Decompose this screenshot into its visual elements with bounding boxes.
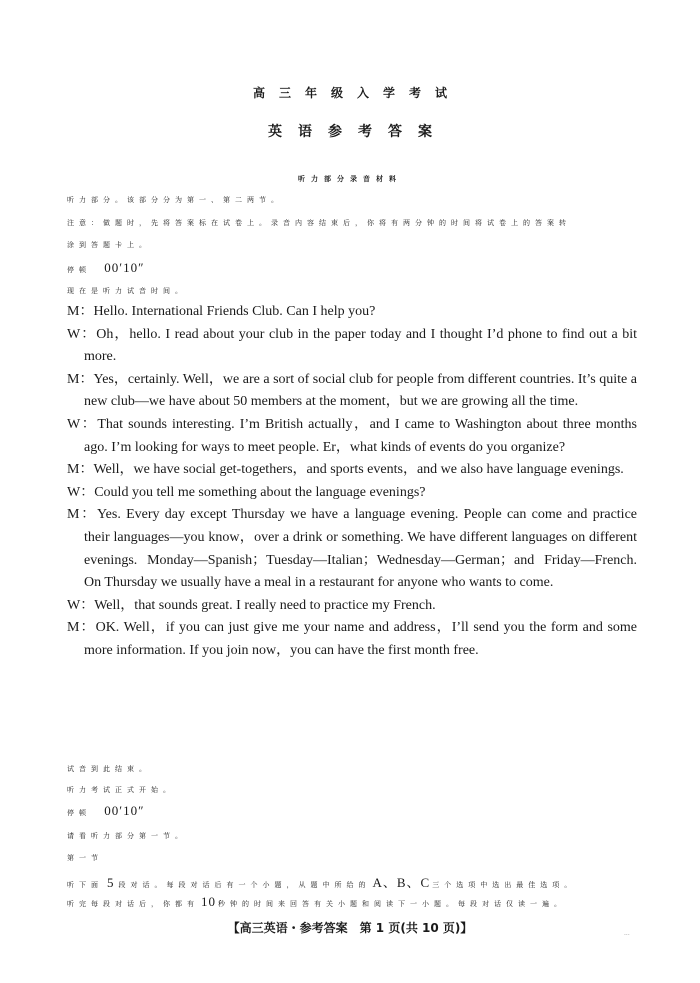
dialogue-turn: M：Well，we have social get-togethers，and sports events，and we also have language evenings. <box>67 462 624 478</box>
pause-time: 00′10″ <box>104 803 145 818</box>
instruction-line-1 <box>67 872 576 891</box>
exam-start-line: 听力考试正式开始。 <box>67 786 175 794</box>
intro-line-3: 涂到答题卡上。 <box>67 241 151 249</box>
instruction-text: 听下面 <box>67 881 103 889</box>
pause-label: 停顿 <box>67 266 91 274</box>
instruction-text: 三个选项中选出最佳选项。 <box>432 881 577 889</box>
answer-key-title: 英语参考答案 <box>268 124 448 140</box>
instruction-line-2 <box>67 894 566 910</box>
dialogue-turn: M：Hello. International Friends Club. Can I help you? <box>67 304 376 319</box>
pause-label: 停顿 <box>67 809 91 817</box>
dialogue <box>67 301 637 663</box>
dialogue-turn: M：Yes. Every day except Thursday we have a language evening. People can come and practice their languages—you know，over a drink or something. We have different languages on different evenings. Monday—Spanish；Tuesday—Italian；Wednesday—German；and Friday—French. On Thursday we usually have a meal in a restaurant for anyone who wants to come. <box>67 507 637 591</box>
dialogue-turn: W：Well，that sounds great. I really need to practice my French. <box>67 597 436 613</box>
footer-mark: ... <box>624 930 630 937</box>
instruction-text: 段对话。每段对话后有一个小题，从题中所给的 <box>118 881 371 889</box>
exam-title: 高三年级入学考试 <box>252 86 461 100</box>
listen-part1-line: 请看听力部分第一节。 <box>67 832 187 840</box>
dialogue-turn: M：Yes，certainly. Well，we are a sort of social club for people from different countries. It’s quite a new club—we have about 50 members at the moment，but we are growing all the time. <box>67 371 637 410</box>
pause-line-2 <box>67 803 145 819</box>
intro-line-1: 听力部分。该部分分为第一、第二两节。 <box>67 196 283 204</box>
dialogue-turn: W：Oh，hello. I read about your club in the paper today and I thought I’d phone to find out a bit more. <box>67 326 637 365</box>
pause-time: 00′10″ <box>104 260 145 275</box>
trial-end-line: 试音到此结束。 <box>67 765 151 773</box>
instruction-text: 秒钟的时间来回答有关小题和阅读下一小题。每段对话仅读一遍。 <box>218 900 566 908</box>
option-letters: A、B、C <box>372 875 431 890</box>
listening-script-heading: 听力部分录音材料 <box>298 174 402 183</box>
pause-line-1 <box>67 260 145 276</box>
page-footer: 【高三英语・参考答案 第 1 页(共 10 页)】 <box>227 921 473 935</box>
dialogue-turn: W：That sounds interesting. I’m British actually，and I came to Washington about three months ago. I’m looking for ways to meet people. Er，what kinds of events do you organize? <box>67 416 637 455</box>
instruction-text: 听完每段对话后，你都有 <box>67 900 199 908</box>
dialogue-turn: W：Could you tell me something about the language evenings? <box>67 484 426 500</box>
section1-heading: 第一节 <box>67 854 103 862</box>
dialogue-count: 5 <box>107 875 115 890</box>
intro-line-2: 注意：做题时，先将答案标在试卷上。录音内容结束后，你将有两分钟的时间将试卷上的答案转 <box>67 219 571 227</box>
trial-line: 现在是听力试音时间。 <box>67 287 187 295</box>
dialogue-turn: M：OK. Well，if you can just give me your name and address，I’ll send you the form and some more information. If you join now，you can have the first month free. <box>67 620 637 658</box>
seconds-count: 10 <box>201 894 216 909</box>
